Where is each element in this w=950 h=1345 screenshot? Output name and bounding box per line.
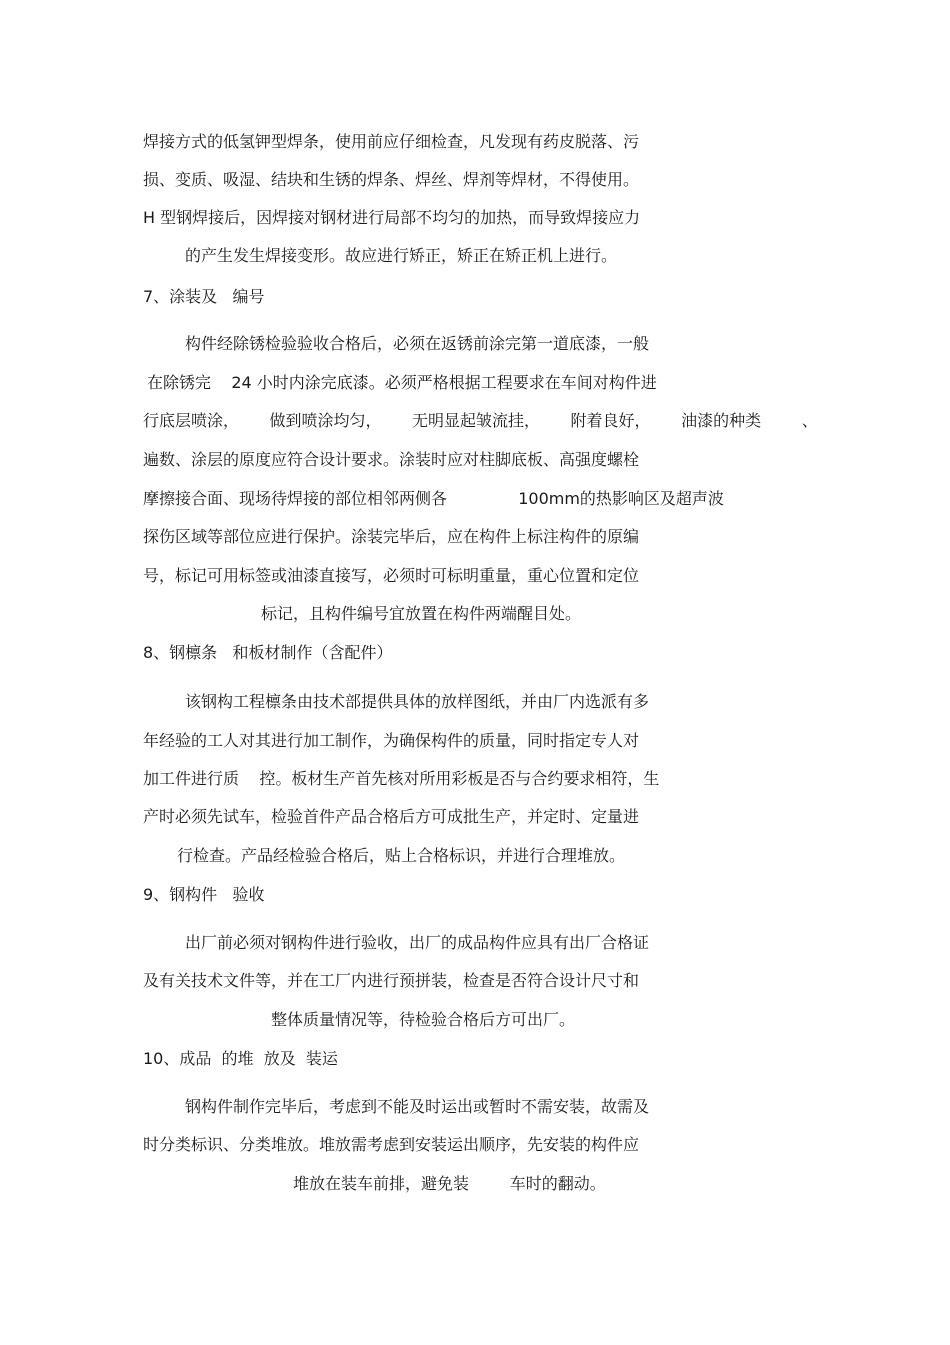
paragraph-line: 行检查。产品经检验合格后，贴上合格标识，并进行合理堆放。	[177, 846, 626, 865]
paragraph-line: 年经验的工人对其进行加工制作，为确保构件的质量，同时指定专人对	[143, 731, 640, 750]
paragraph-line: 号，标记可用标签或油漆直接写，必须时可标明重量，重心位置和定位	[143, 566, 640, 585]
paragraph-line: 堆放在装车前排，避免装 车时的翻动。	[293, 1174, 606, 1193]
paragraph-line: 及有关技术文件等，并在工厂内进行预拼装，检查是否符合设计尺寸和	[143, 971, 640, 990]
paragraph-line: 行底层喷涂， 做到喷涂均匀， 无明显起皱流挂， 附着良好， 油漆的种类 、	[143, 411, 818, 430]
paragraph-line: 探伤区域等部位应进行保护。涂装完毕后，应在构件上标注构件的原编	[143, 527, 640, 546]
paragraph-line: 整体质量情况等，待检验合格后方可出厂。	[271, 1010, 576, 1029]
paragraph-line: 的产生发生焊接变形。故应进行矫正，矫正在矫正机上进行。	[185, 246, 618, 265]
paragraph-line: 该钢构工程檩条由技术部提供具体的放样图纸，并由厂内选派有多	[185, 692, 650, 711]
paragraph-line: 构件经除锈检验验收合格后，必须在返锈前涂完第一道底漆，一般	[185, 334, 650, 353]
section-heading: 7、涂装及 编号	[143, 287, 265, 306]
paragraph-line: 钢构件制作完毕后，考虑到不能及时运出或暂时不需安装，故需及	[185, 1097, 650, 1116]
paragraph-line: 加工件进行质 控。板材生产首先核对所用彩板是否与合约要求相符，生	[143, 769, 660, 788]
paragraph-line: 损、变质、吸湿、结块和生锈的焊条、焊丝、焊剂等焊材，不得使用。	[143, 170, 640, 189]
paragraph-line: H 型钢焊接后，因焊接对钢材进行局部不均匀的加热，而导致焊接应力	[143, 208, 641, 227]
paragraph-line: 标记，且构件编号宜放置在构件两端醒目处。	[261, 604, 582, 623]
section-heading: 8、钢檩条 和板材制作（含配件）	[143, 643, 393, 662]
paragraph-line: 遍数、涂层的原度应符合设计要求。涂装时应对柱脚底板、高强度螺栓	[143, 450, 640, 469]
paragraph-line: 在除锈完 24 小时内涂完底漆。必须严格根据工程要求在车间对构件进	[147, 373, 657, 392]
paragraph-line: 摩擦接合面、现场待焊接的部位相邻两侧各 100mm的热影响区及超声波	[143, 489, 724, 508]
paragraph-line: 焊接方式的低氢钾型焊条，使用前应仔细检查，凡发现有药皮脱落、污	[143, 132, 640, 151]
section-heading: 9、钢构件 验收	[143, 885, 265, 904]
paragraph-line: 时分类标识、分类堆放。堆放需考虑到安装运出顺序，先安装的构件应	[143, 1135, 640, 1154]
paragraph-line: 出厂前必须对钢构件进行验收，出厂的成品构件应具有出厂合格证	[185, 933, 650, 952]
section-heading: 10、成品 的堆 放及 装运	[143, 1049, 338, 1068]
paragraph-line: 产时必须先试车，检验首件产品合格后方可成批生产，并定时、定量进	[143, 807, 640, 826]
